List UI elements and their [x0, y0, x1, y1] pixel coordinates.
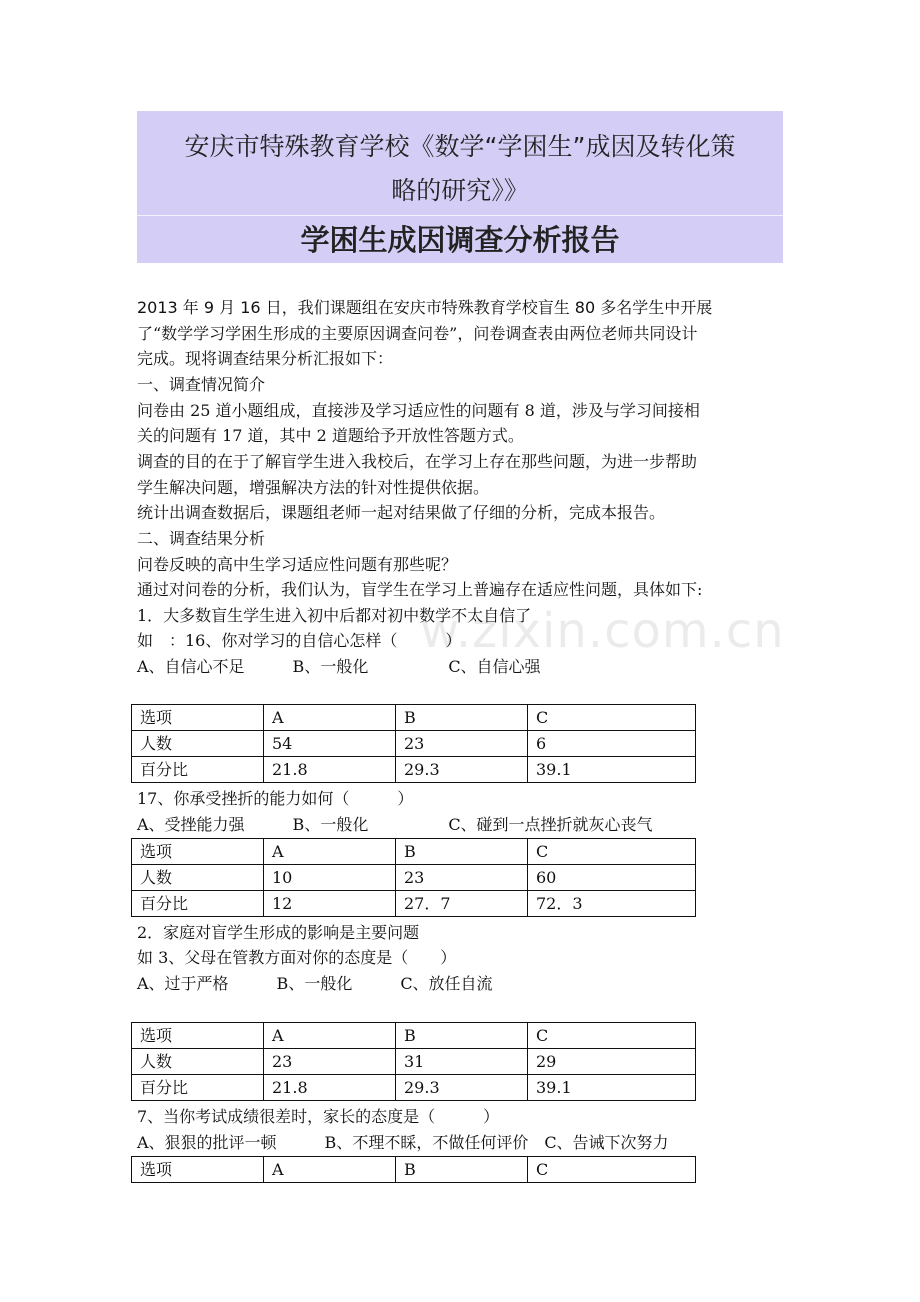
- table-cell: 29: [528, 1049, 696, 1075]
- section-2-question-intro: 问卷反映的高中生学习适应性问题有那些呢？: [137, 555, 458, 574]
- table-question-7: [131, 1156, 696, 1183]
- table-cell: 54: [264, 731, 396, 757]
- table-cell: B: [396, 839, 528, 865]
- point-1: 1．大多数盲生学生进入初中后都对初中数学不太自信了: [137, 606, 532, 625]
- table-question-17: [131, 838, 696, 917]
- table-row: [132, 705, 696, 731]
- intro-line-1: 2013 年 9 月 16 日，我们课题组在安庆市特殊教育学校盲生 80 多名学生中开展: [137, 298, 713, 317]
- table-cell: 39.1: [528, 1075, 696, 1101]
- table-cell: A: [264, 705, 396, 731]
- table-cell: 人数: [132, 731, 264, 757]
- point-2: 2．家庭对盲学生形成的影响是主要问题: [137, 923, 420, 942]
- section-2-heading: 二、调查结果分析: [137, 529, 266, 548]
- table-cell: 31: [396, 1049, 528, 1075]
- table-cell: 选项: [132, 1157, 264, 1183]
- section-1-heading: 一、调查情况简介: [137, 375, 266, 394]
- table-row: [132, 891, 696, 917]
- question-3-options: A、过于严格 B、一般化 C、放任自流: [137, 974, 493, 993]
- table-question-3: [131, 1022, 696, 1101]
- table-cell: 选项: [132, 705, 264, 731]
- table-cell: 选项: [132, 1023, 264, 1049]
- question-16-options: A、自信心不足 B、一般化 C、自信心强: [137, 657, 541, 676]
- table-row: [132, 1075, 696, 1101]
- question-17-options: A、受挫能力强 B、一般化 C、碰到一点挫折就灰心丧气: [137, 815, 653, 834]
- report-subtitle: 学困生成因调查分析报告: [300, 223, 620, 257]
- table-cell: C: [528, 839, 696, 865]
- table-cell: C: [528, 705, 696, 731]
- table-cell: 29.3: [396, 1075, 528, 1101]
- table-cell: A: [264, 839, 396, 865]
- intro-line-2: 了“数学学习学困生形成的主要原因调查问卷”，问卷调查表由两位老师共同设计: [137, 324, 698, 343]
- table-cell: 72．3: [528, 891, 696, 917]
- table-row: [132, 1023, 696, 1049]
- table-cell: B: [396, 1157, 528, 1183]
- table-cell: 百分比: [132, 757, 264, 783]
- table-cell: 21.8: [264, 1075, 396, 1101]
- section-1-para-2a: 调查的目的在于了解盲学生进入我校后，在学习上存在那些问题，为进一步帮助: [137, 452, 698, 471]
- table-cell: 29.3: [396, 757, 528, 783]
- question-7: 7、当你考试成绩很差时，家长的态度是（ ）: [137, 1107, 500, 1126]
- report-title-line2: 略的研究》》: [391, 176, 529, 205]
- table-row: [132, 731, 696, 757]
- question-7-options: A、狠狠的批评一顿 B、不理不睬，不做任何评价 C、告诫下次努力: [137, 1133, 669, 1152]
- table-cell: 21.8: [264, 757, 396, 783]
- title-divider: [137, 215, 783, 216]
- section-2-analysis: 通过对问卷的分析，我们认为，盲学生在学习上普遍存在适应性问题，具体如下:: [137, 580, 703, 599]
- question-16: 如 ：16、你对学习的自信心怎样（ ）: [137, 631, 462, 650]
- table-cell: 60: [528, 865, 696, 891]
- table-row: [132, 757, 696, 783]
- table-row: [132, 865, 696, 891]
- question-3: 如 3、父母在管教方面对你的态度是（ ）: [137, 948, 457, 967]
- intro-line-3: 完成。现将调查结果分析汇报如下：: [137, 349, 394, 368]
- table-question-16: [131, 704, 696, 783]
- table-row: [132, 1157, 696, 1183]
- table-cell: 6: [528, 731, 696, 757]
- title-banner: [137, 111, 783, 263]
- table-cell: 23: [264, 1049, 396, 1075]
- table-cell: 27．7: [396, 891, 528, 917]
- table-cell: 23: [396, 731, 528, 757]
- table-cell: C: [528, 1157, 696, 1183]
- section-1-para-3: 统计出调查数据后，课题组老师一起对结果做了仔细的分析，完成本报告。: [137, 503, 666, 522]
- table-cell: A: [264, 1023, 396, 1049]
- table-cell: 39.1: [528, 757, 696, 783]
- table-cell: 23: [396, 865, 528, 891]
- table-cell: B: [396, 705, 528, 731]
- table-cell: C: [528, 1023, 696, 1049]
- table-row: [132, 839, 696, 865]
- table-row: [132, 1049, 696, 1075]
- report-title-line1: 安庆市特殊教育学校《数学“学困生”成因及转化策: [184, 132, 736, 161]
- table-cell: 选项: [132, 839, 264, 865]
- table-cell: 人数: [132, 865, 264, 891]
- table-cell: 12: [264, 891, 396, 917]
- table-cell: B: [396, 1023, 528, 1049]
- section-1-para-1a: 问卷由 25 道小题组成，直接涉及学习适应性的问题有 8 道，涉及与学习间接相: [137, 401, 700, 420]
- table-cell: 百分比: [132, 891, 264, 917]
- question-17: 17、你承受挫折的能力如何（ ）: [137, 789, 414, 808]
- table-cell: 人数: [132, 1049, 264, 1075]
- section-1-para-2b: 学生解决问题，增强解决方法的针对性提供依据。: [137, 478, 490, 497]
- table-cell: 百分比: [132, 1075, 264, 1101]
- watermark: w.zixin.com.cn: [420, 603, 785, 659]
- report-title: [137, 125, 783, 213]
- table-cell: 10: [264, 865, 396, 891]
- section-1-para-1b: 关的问题有 17 道，其中 2 道题给予开放性答题方式。: [137, 426, 524, 445]
- table-cell: A: [264, 1157, 396, 1183]
